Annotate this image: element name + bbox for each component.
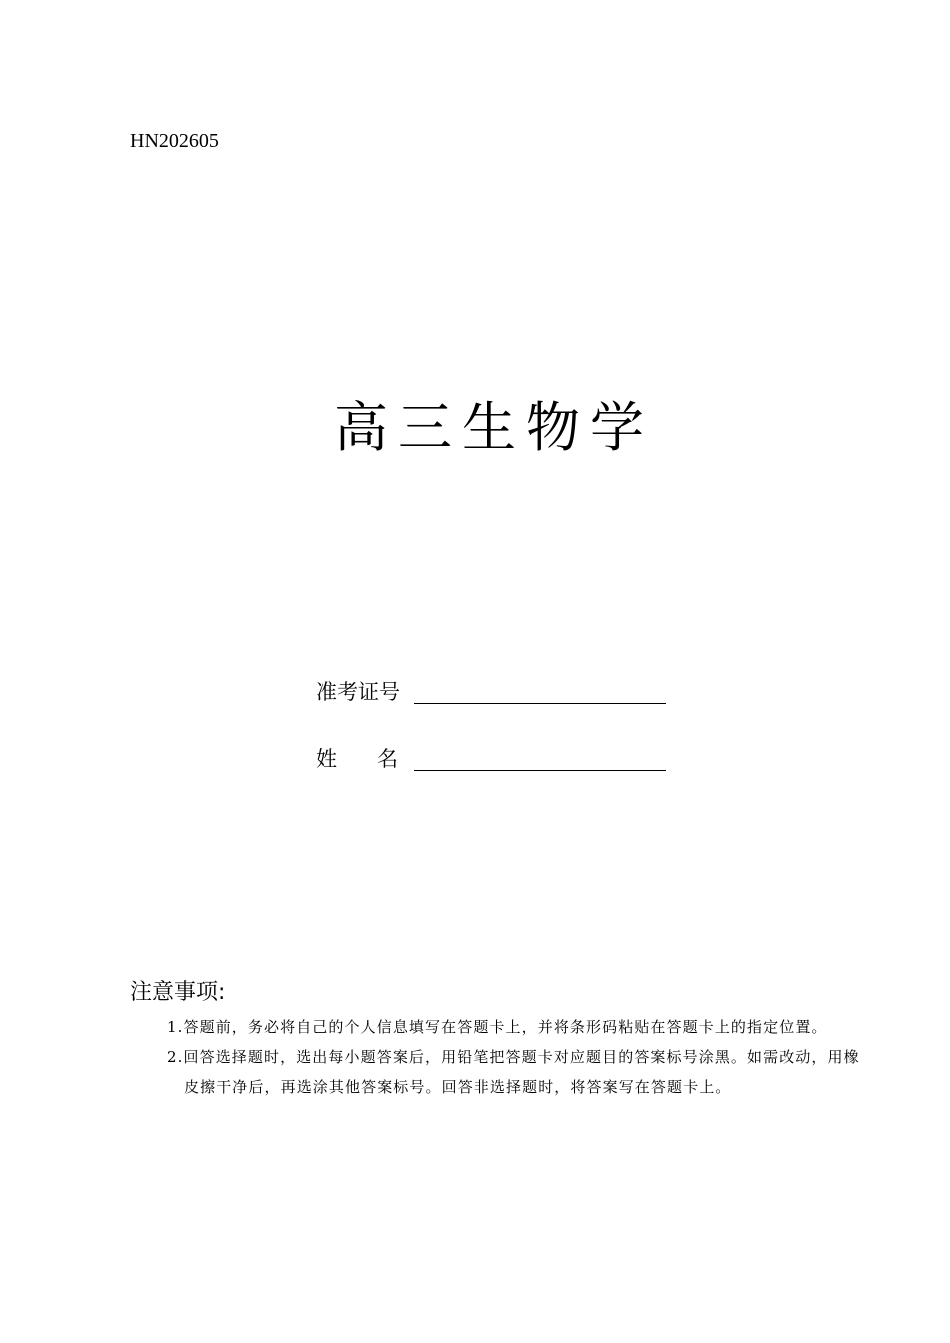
name-blank-line bbox=[414, 769, 666, 771]
exam-id-label: 准考证号 bbox=[316, 680, 400, 704]
notice-list bbox=[162, 1012, 862, 1102]
notice-heading: 注意事项: bbox=[130, 980, 226, 1005]
notice-item: 1.答题前，务必将自己的个人信息填写在答题卡上，并将条形码粘贴在答题卡上的指定位置。 bbox=[167, 1018, 828, 1036]
name-field bbox=[316, 741, 666, 773]
name-label: 姓 名 bbox=[316, 747, 399, 771]
document-code: HN202605 bbox=[130, 130, 219, 152]
notice-item: 2.回答选择题时，选出每小题答案后，用铅笔把答题卡对应题目的答案标号涂黑。如需改动，用橡皮擦干净后，再选涂其他答案标号。回答非选择题时，将答案写在答题卡上。 bbox=[167, 1048, 860, 1096]
exam-id-field bbox=[316, 674, 666, 706]
exam-id-blank-line bbox=[414, 702, 666, 704]
page-title: 高三生物学 bbox=[334, 396, 654, 459]
